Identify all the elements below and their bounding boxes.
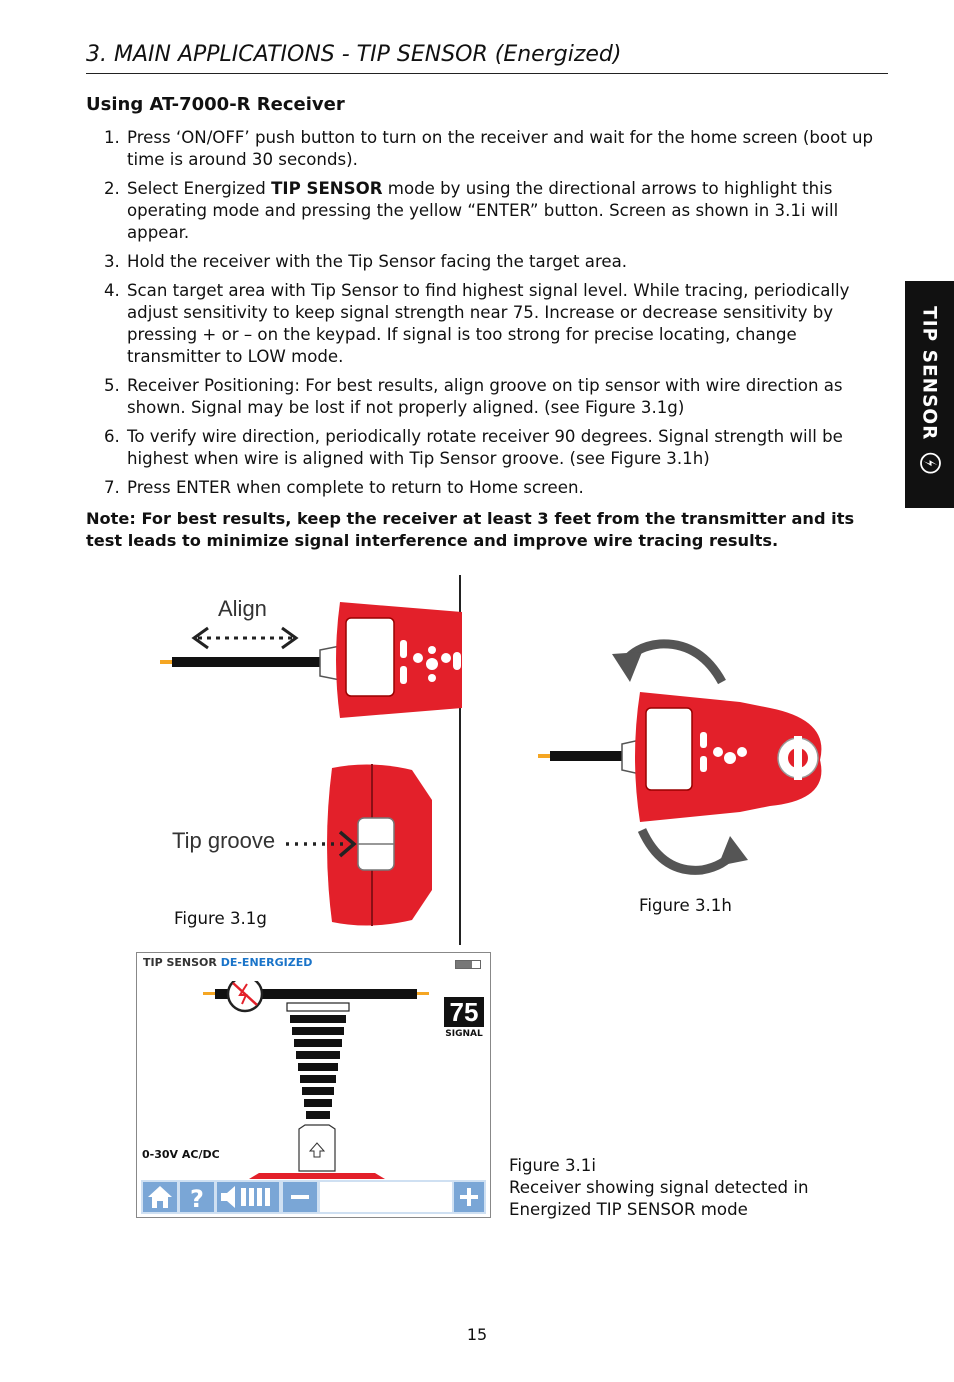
signal-readout: [444, 997, 484, 1027]
home-icon: [143, 1182, 177, 1212]
sensitivity-plus-button[interactable]: [454, 1182, 484, 1212]
figure-caption-h: Figure 3.1h: [639, 896, 732, 915]
help-icon: [180, 1182, 214, 1212]
section-heading: Using AT-7000-R Receiver: [86, 94, 345, 115]
battery-icon: [455, 960, 481, 969]
list-item: 5. Receiver Positioning: For best results, align groove on tip sensor with wire direction as shown. Signal may be lost if not properly aligned. (see Figure 3.1g): [104, 376, 843, 417]
signal-cone-illustration: [197, 981, 437, 1191]
help-button[interactable]: [180, 1182, 214, 1212]
list-item: 6. To verify wire direction, periodically rotate receiver 90 degrees. Signal strength will be highest when wire is aligned with Tip Sensor groove. (see Figure 3.1h): [104, 427, 843, 468]
range-label: 0-30V AC/DC: [142, 1148, 220, 1161]
align-label: Align: [218, 596, 267, 621]
home-button[interactable]: [143, 1182, 177, 1212]
sensitivity-bar: [320, 1182, 452, 1212]
minus-icon: [283, 1182, 317, 1212]
volume-icon: [217, 1182, 279, 1212]
section-side-tab: [905, 281, 954, 508]
instruction-list: [86, 127, 886, 506]
side-tab-label: TIP SENSOR: [918, 306, 941, 474]
screen-mode-label: TIP SENSOR DE-ENERGIZED: [143, 956, 313, 969]
list-item: 4. Scan target area with Tip Sensor to find highest signal level. While tracing, periodically adjust sensitivity to keep signal strength near 75. Increase or decrease sensitivity by pressing + or – on the keypad. If signal is too strong for precise locating, change transmitter to LOW mode.: [104, 281, 850, 366]
signal-label: SIGNAL: [445, 1029, 483, 1039]
screen-toolbar: [141, 1180, 486, 1214]
receiver-top-illustration: [150, 590, 465, 730]
figure-3-1g: [150, 590, 465, 935]
screen-mode-state: DE-ENERGIZED: [220, 956, 313, 969]
figure-caption-i: Figure 3.1i Receiver showing signal detected in Energized TIP SENSOR mode: [509, 1156, 809, 1219]
page-number: 15: [466, 1325, 488, 1344]
receiver-screen: [136, 952, 491, 1218]
page-title: 3. MAIN APPLICATIONS - TIP SENSOR (Energized): [86, 42, 622, 67]
list-item: 3. Hold the receiver with the Tip Sensor facing the target area.: [104, 252, 628, 271]
lightning-circle-icon: [919, 452, 941, 474]
list-item: 2. Select Energized TIP SENSOR mode by using the directional arrows to highlight this operating mode and pressing the yellow “ENTER” button. Screen as shown in 3.1i will appear.: [104, 179, 839, 242]
rotate-receiver-illustration: [530, 630, 840, 890]
plus-icon: [454, 1182, 484, 1212]
sensitivity-minus-button[interactable]: [283, 1182, 317, 1212]
tip-groove-label: Tip groove: [172, 828, 276, 853]
figure-3-1h: [530, 630, 840, 925]
signal-value: 75: [449, 997, 479, 1027]
list-item: 7. Press ENTER when complete to return to Home screen.: [104, 478, 584, 497]
volume-button[interactable]: [217, 1182, 279, 1212]
figure-caption-g: Figure 3.1g: [174, 909, 267, 928]
tip-groove-illustration: [150, 760, 465, 930]
svg-text:?: ?: [190, 1185, 204, 1212]
page-header: [86, 40, 888, 74]
note-text: Note: For best results, keep the receiver at least 3 feet from the transmitter and its test leads to minimize signal interference and improve wire tracing results.: [86, 509, 855, 550]
list-item: 1. Press ‘ON/OFF’ push button to turn on the receiver and wait for the home screen (boot up time is around 30 seconds).: [104, 128, 874, 169]
